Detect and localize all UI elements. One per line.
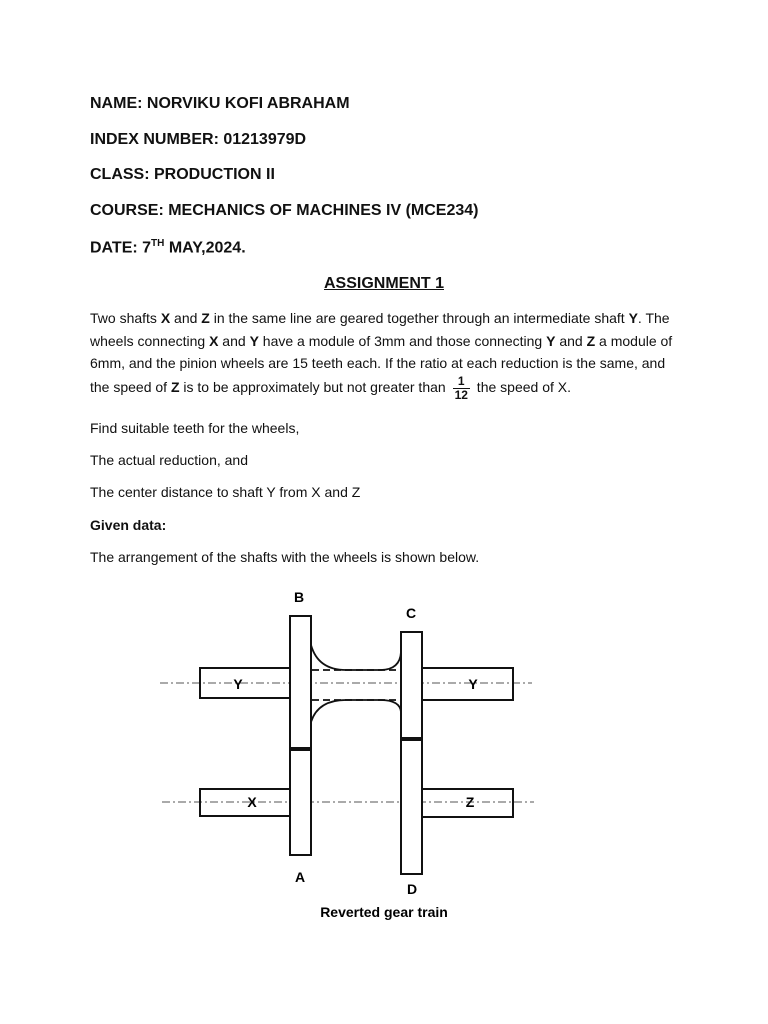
- problem-text: the speed of X.: [472, 378, 571, 395]
- assignment-title: ASSIGNMENT 1: [323, 275, 444, 292]
- shaft-z-ref: Z: [201, 310, 210, 326]
- given-data-label: Given data:: [90, 517, 167, 533]
- shaft-z-ref: Z: [586, 332, 596, 349]
- fraction-denominator: 12: [454, 387, 468, 402]
- gear-b: [290, 616, 311, 749]
- label-y-left: Y: [233, 676, 243, 692]
- task-1: Find suitable teeth for the wheels,: [90, 420, 300, 436]
- shaft-y-ref: Y: [546, 332, 556, 349]
- label-z: Z: [465, 794, 475, 810]
- problem-text: a module of 6mm, and the pinion wheels are 15 teeth each. If the ratio at each reduction is the same, and the speed of: [90, 332, 673, 395]
- label-x: X: [247, 794, 257, 810]
- task-2: The actual reduction, and: [90, 452, 248, 468]
- fraction-numerator: 1: [453, 375, 470, 389]
- problem-text: Two shafts: [90, 310, 161, 326]
- gear-c: [401, 632, 422, 739]
- gear-a: [290, 749, 311, 855]
- shaft-x-ref: X: [160, 310, 171, 326]
- task-3: The center distance to shaft Y from X and Z: [90, 484, 361, 500]
- problem-text: is to be approximately but not greater than: [179, 378, 450, 395]
- hub-curve-top: [311, 645, 401, 670]
- index-number: INDEX NUMBER: 01213979D: [90, 131, 307, 148]
- problem-text: have a module of 3mm and those connecting: [258, 332, 547, 349]
- arrangement-text: The arrangement of the shafts with the wheels is shown below.: [90, 549, 480, 565]
- shaft-z-ref: Z: [170, 378, 180, 395]
- problem-text: and: [555, 332, 587, 349]
- label-b: B: [293, 589, 305, 605]
- problem-text: and: [218, 332, 250, 349]
- label-d: D: [406, 881, 418, 897]
- label-c: C: [405, 605, 417, 621]
- date-prefix: DATE: 7: [90, 239, 152, 257]
- date-superscript: TH: [151, 238, 165, 249]
- shaft-x-ref: X: [209, 332, 219, 349]
- course-line: COURSE: MECHANICS OF MACHINES IV (MCE234): [90, 202, 479, 219]
- problem-text: . The wheels connecting: [90, 310, 670, 349]
- label-a: A: [294, 869, 306, 885]
- hub-curve-bottom: [311, 700, 401, 722]
- date-suffix: MAY,2024.: [164, 239, 246, 257]
- date-line: [90, 238, 246, 257]
- diagram-caption: Reverted gear train: [320, 904, 448, 920]
- problem-text: and: [170, 310, 202, 326]
- problem-statement: [90, 307, 680, 402]
- gear-d: [401, 739, 422, 874]
- speed-ratio-fraction: [453, 375, 470, 402]
- gear-train-diagram: [0, 580, 768, 940]
- problem-text: in the same line are geared together through an intermediate shaft: [209, 310, 629, 326]
- label-y-right: Y: [468, 676, 478, 692]
- class-line: CLASS: PRODUCTION II: [90, 166, 275, 183]
- shaft-y-ref: Y: [249, 332, 259, 349]
- student-name: NAME: NORVIKU KOFI ABRAHAM: [90, 95, 350, 112]
- shaft-y-ref: Y: [628, 310, 638, 326]
